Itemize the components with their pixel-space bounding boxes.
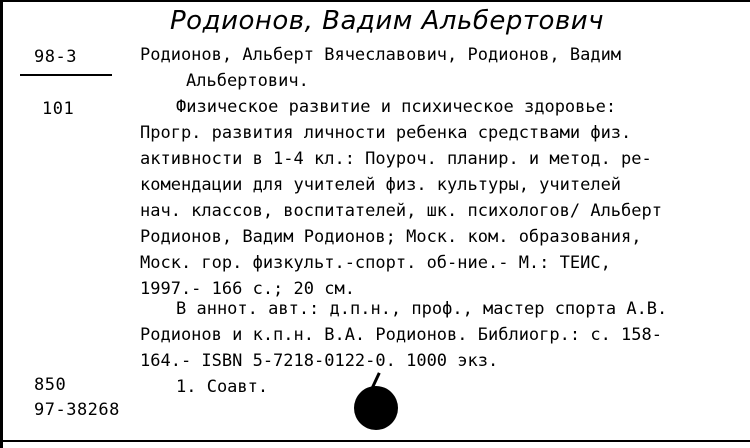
card-bottom-border bbox=[0, 440, 750, 442]
isbn-line: 164.- ISBN 5-7218-0122-0. 1000 экз. bbox=[140, 351, 499, 371]
class-code: 101 bbox=[42, 99, 75, 119]
annotation-line: Родионов и к.п.н. В.А. Родионов. Библиогр.: с. 158- bbox=[140, 325, 662, 345]
physical-line: 1997.- 166 с.; 20 см. bbox=[140, 279, 355, 299]
shelf-code-rule bbox=[20, 74, 112, 76]
handwritten-heading: Родионов, Вадим Альбертович bbox=[170, 6, 605, 36]
card-top-border bbox=[0, 0, 750, 2]
description-line: комендации для учителей физ. культуры, учителей bbox=[140, 175, 622, 195]
author-line: Родионов, Альберт Вячеславович, Родионов, Вадим bbox=[140, 45, 622, 65]
publication-line: Моск. гор. физкульт.-спорт. об-ние.- М.: ТЕИС, bbox=[140, 253, 611, 273]
shelf-code: 98-3 bbox=[34, 47, 77, 67]
tracing-line: 1. Соавт. bbox=[176, 377, 269, 397]
annotation-line: В аннот. авт.: д.п.н., проф., мастер спорта А.В. bbox=[176, 299, 668, 319]
punch-hole bbox=[354, 386, 398, 430]
bbk-code: 850 bbox=[34, 375, 67, 395]
description-line: Прогр. развития личности ребенка средствами физ. bbox=[140, 123, 632, 143]
record-number: 97-38268 bbox=[34, 400, 120, 420]
description-line: активности в 1-4 кл.: Поуроч. планир. и метод. ре- bbox=[140, 149, 652, 169]
description-line: нач. классов, воспитателей, шк. психологов/ Альберт bbox=[140, 201, 662, 221]
card-left-border bbox=[0, 0, 3, 448]
description-line: Родионов, Вадим Родионов; Моск. ком. образования, bbox=[140, 227, 642, 247]
title-line: Физическое развитие и психическое здоровье: bbox=[176, 97, 617, 117]
author-line-cont: Альбертович. bbox=[186, 71, 309, 91]
